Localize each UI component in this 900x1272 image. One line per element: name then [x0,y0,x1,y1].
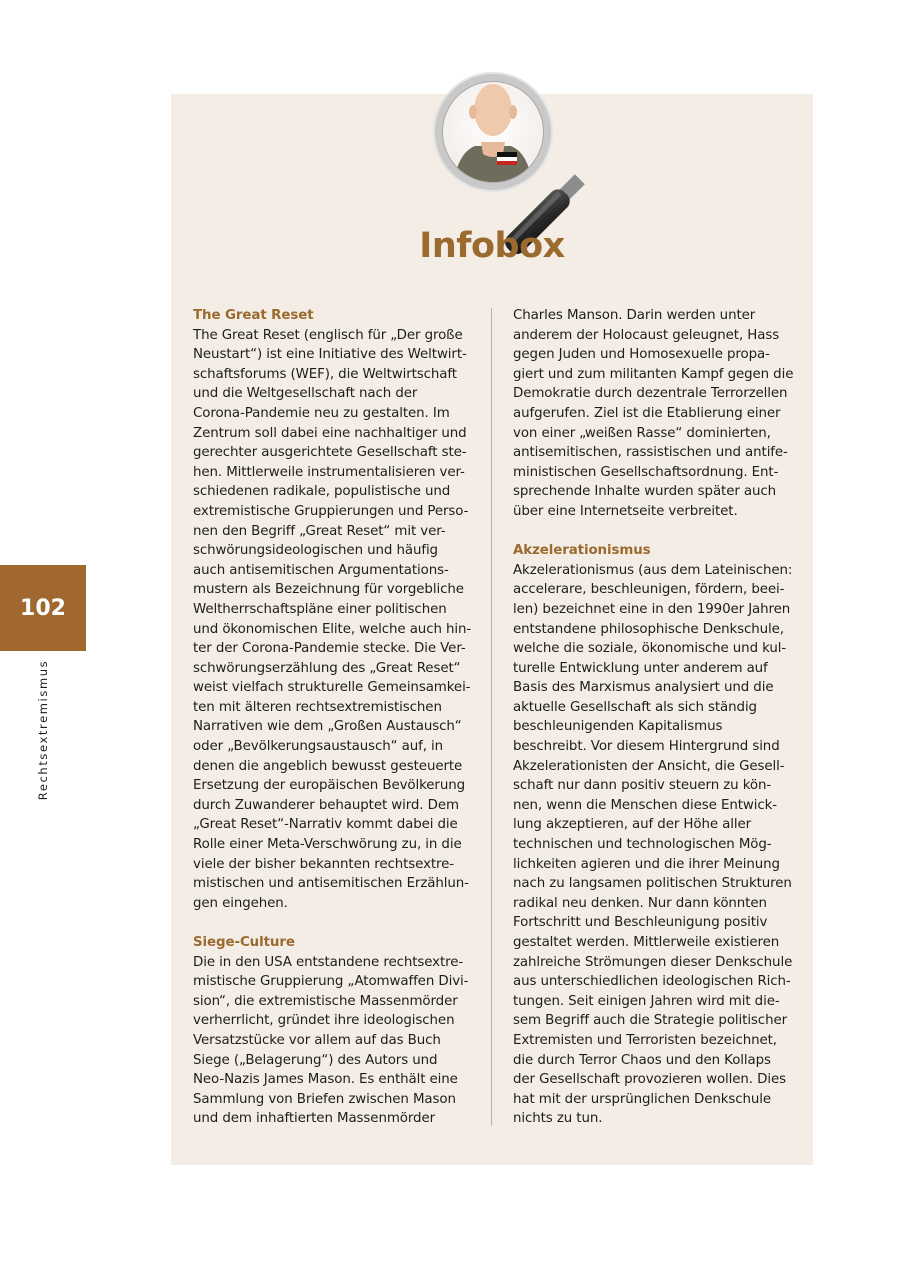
text-line: nen, wenn die Menschen diese Entwick- [513,797,777,813]
text-line: schaftsforums (WEF), die Weltwirtschaft [193,366,457,382]
text-line: und die Weltgesellschaft nach der [193,386,418,402]
text-line: lung akzeptieren, auf der Höhe aller [513,817,752,833]
section-heading: The Great Reset [193,308,314,323]
text-line: über eine Internetseite verbreitet. [513,503,738,519]
text-line: gestaltet werden. Mittlerweile existieren [513,935,780,950]
text-line: Corona-Pandemie neu zu gestalten. Im [193,405,450,421]
text-line: und ökonomischen Elite, welche auch hin- [193,621,472,637]
text-line: sion“, die extremistische Massenmörder [193,993,458,1009]
left-column [193,306,473,1129]
text-line: turelle Entwicklung unter anderem auf [513,660,768,676]
right-column [513,306,798,1129]
text-line: Demokratie durch dezentrale Terrorzellen [513,386,788,402]
section-great-reset [193,306,473,913]
text-line: weist vielfach strukturelle Gemeinsamkei- [193,680,471,696]
text-line: giert und zum militanten Kampf gegen die [513,366,794,382]
text-line: aufgerufen. Ziel ist die Etablierung einer [513,405,781,421]
text-line: Neo-Nazis James Mason. Es enthält eine [193,1072,458,1088]
text-line: Siege („Belagerung“) des Autors und [193,1052,438,1068]
text-line: Neustart“) ist eine Initiative des Weltwirt- [193,347,467,363]
text-line: gegen Juden und Homosexuelle propa- [513,347,770,363]
text-line: nen den Begriff „Great Reset“ mit ver- [193,523,446,539]
text-line: The Great Reset (englisch für „Der große [193,327,463,343]
text-line: schaft nur dann positiv steuern zu kön- [513,778,772,794]
text-line: Rolle einer Meta-Verschwörung zu, in die [193,837,462,853]
text-line: extremistische Gruppierungen und Perso- [193,503,469,519]
text-line: beschleunigenden Kapitalismus [513,719,723,735]
text-line: Charles Manson. Darin werden unter [513,308,756,323]
text-line: mustern als Bezeichnung für vorgebliche [193,582,464,598]
text-line: durch Zuwanderer behauptet wird. Dem [193,797,459,813]
text-line: der Gesellschaft provozieren wollen. Dies [513,1072,786,1088]
text-line: accelerare, beschleunigen, fördern, beei- [513,582,785,598]
section-body [193,953,473,1129]
text-line: tungen. Seit einigen Jahren wird mit die- [513,993,780,1009]
text-line: Die in den USA entstandene rechtsextre- [193,954,464,970]
text-line: Fortschritt und Beschleunigung positiv [513,915,768,931]
text-line: nach zu langsamen politischen Strukturen [513,876,792,892]
section-heading: Akzelerationismus [513,543,651,559]
text-line: und dem inhaftierten Massenmörder [193,1111,435,1127]
text-line: hat mit der ursprünglichen Denkschule [513,1091,772,1107]
text-line: Versatzstücke vor allem auf das Buch [193,1032,441,1048]
text-line: Akzelerationisten der Ansicht, die Gesell- [513,758,785,774]
section-heading: Siege-Culture [193,935,295,950]
section-body [513,561,798,1129]
text-line: schwörungserzählung des „Great Reset“ [193,660,461,676]
text-line: Weltherrschaftspläne einer politischen [193,601,447,617]
text-line: denen die angeblich bewusst gesteuerte [193,758,463,774]
text-line: radikal neu denken. Nur dann könnten [513,895,767,911]
text-line: die durch Terror Chaos und den Kollaps [513,1052,771,1068]
text-line: gerechter ausgerichtete Gesellschaft ste- [193,445,467,461]
text-line: Akzelerationismus (aus dem Lateinischen: [513,562,793,578]
text-line: lichkeiten agieren und die ihrer Meinung [513,856,780,872]
text-line: zahlreiche Strömungen dieser Denkschule [513,954,793,970]
text-line: welche die soziale, ökonomische und kul- [513,641,787,657]
text-line: aktuelle Gesellschaft als sich ständig [513,699,757,715]
text-line: Basis des Marxismus analysiert und die [513,680,774,696]
text-line: aus unterschiedlichen ideologischen Rich- [513,974,791,990]
page-number: 102 [20,595,66,621]
text-line: viele der bisher bekannten rechtsextre- [193,856,455,872]
section-akzelerationismus [513,541,798,1129]
text-line: entstandene philosophische Denkschule, [513,621,784,637]
text-line: beschreibt. Vor diesem Hintergrund sind [513,739,780,755]
text-line: mistische Gruppierung „Atomwaffen Divi- [193,974,469,990]
column-divider [491,308,492,1126]
text-line: sem Begriff auch die Strategie politischer [513,1013,788,1029]
text-line: gen eingehen. [193,895,288,911]
text-line: Sammlung von Briefen zwischen Mason [193,1091,456,1107]
text-line: oder „Bevölkerungsaustausch“ auf, in [193,739,444,755]
text-line: technischen und technologischen Mög- [513,837,772,853]
section-siege-culture [193,933,473,1129]
chapter-label: Rechtsextremismus [36,659,50,801]
text-line: Narrativen wie dem „Großen Austausch“ [193,719,462,735]
text-line: anderem der Holocaust geleugnet, Hass [513,327,780,343]
text-line: ter der Corona-Pandemie stecke. Die Ver- [193,641,466,657]
text-line: sprechende Inhalte wurden später auch [513,484,777,500]
text-line: ten mit älteren rechtsextremistischen [193,699,442,715]
text-line: len) bezeichnet eine in den 1990er Jahren [513,601,791,617]
text-line: schiedenen radikale, populistische und [193,484,451,500]
text-line: Zentrum soll dabei eine nachhaltiger und [193,425,467,441]
text-line: schwörungsideologischen und häufig [193,543,438,559]
section-continuation [513,306,798,522]
text-line: hen. Mittlerweile instrumentalisieren ver- [193,464,465,480]
text-line: antisemitischen, rassistischen und antife- [513,445,788,461]
text-line: mistischen und antisemitischen Erzählun- [193,876,469,892]
section-body [193,326,473,914]
text-line: Extremisten und Terroristen bezeichnet, [513,1032,777,1048]
text-line: von einer „weißen Rasse“ dominierten, [513,425,771,441]
infobox-title: Infobox [419,226,565,266]
text-line: Ersetzung der europäischen Bevölkerung [193,778,466,794]
text-line: nichts zu tun. [513,1111,603,1127]
text-line: „Great Reset“-Narrativ kommt dabei die [193,817,458,833]
text-line: auch antisemitischen Argumentations- [193,562,449,578]
page-number-tab [0,565,86,651]
text-line: ministischen Gesellschaftsordnung. Ent- [513,464,779,480]
text-line: verherrlicht, gründet ihre ideologischen [193,1013,455,1029]
